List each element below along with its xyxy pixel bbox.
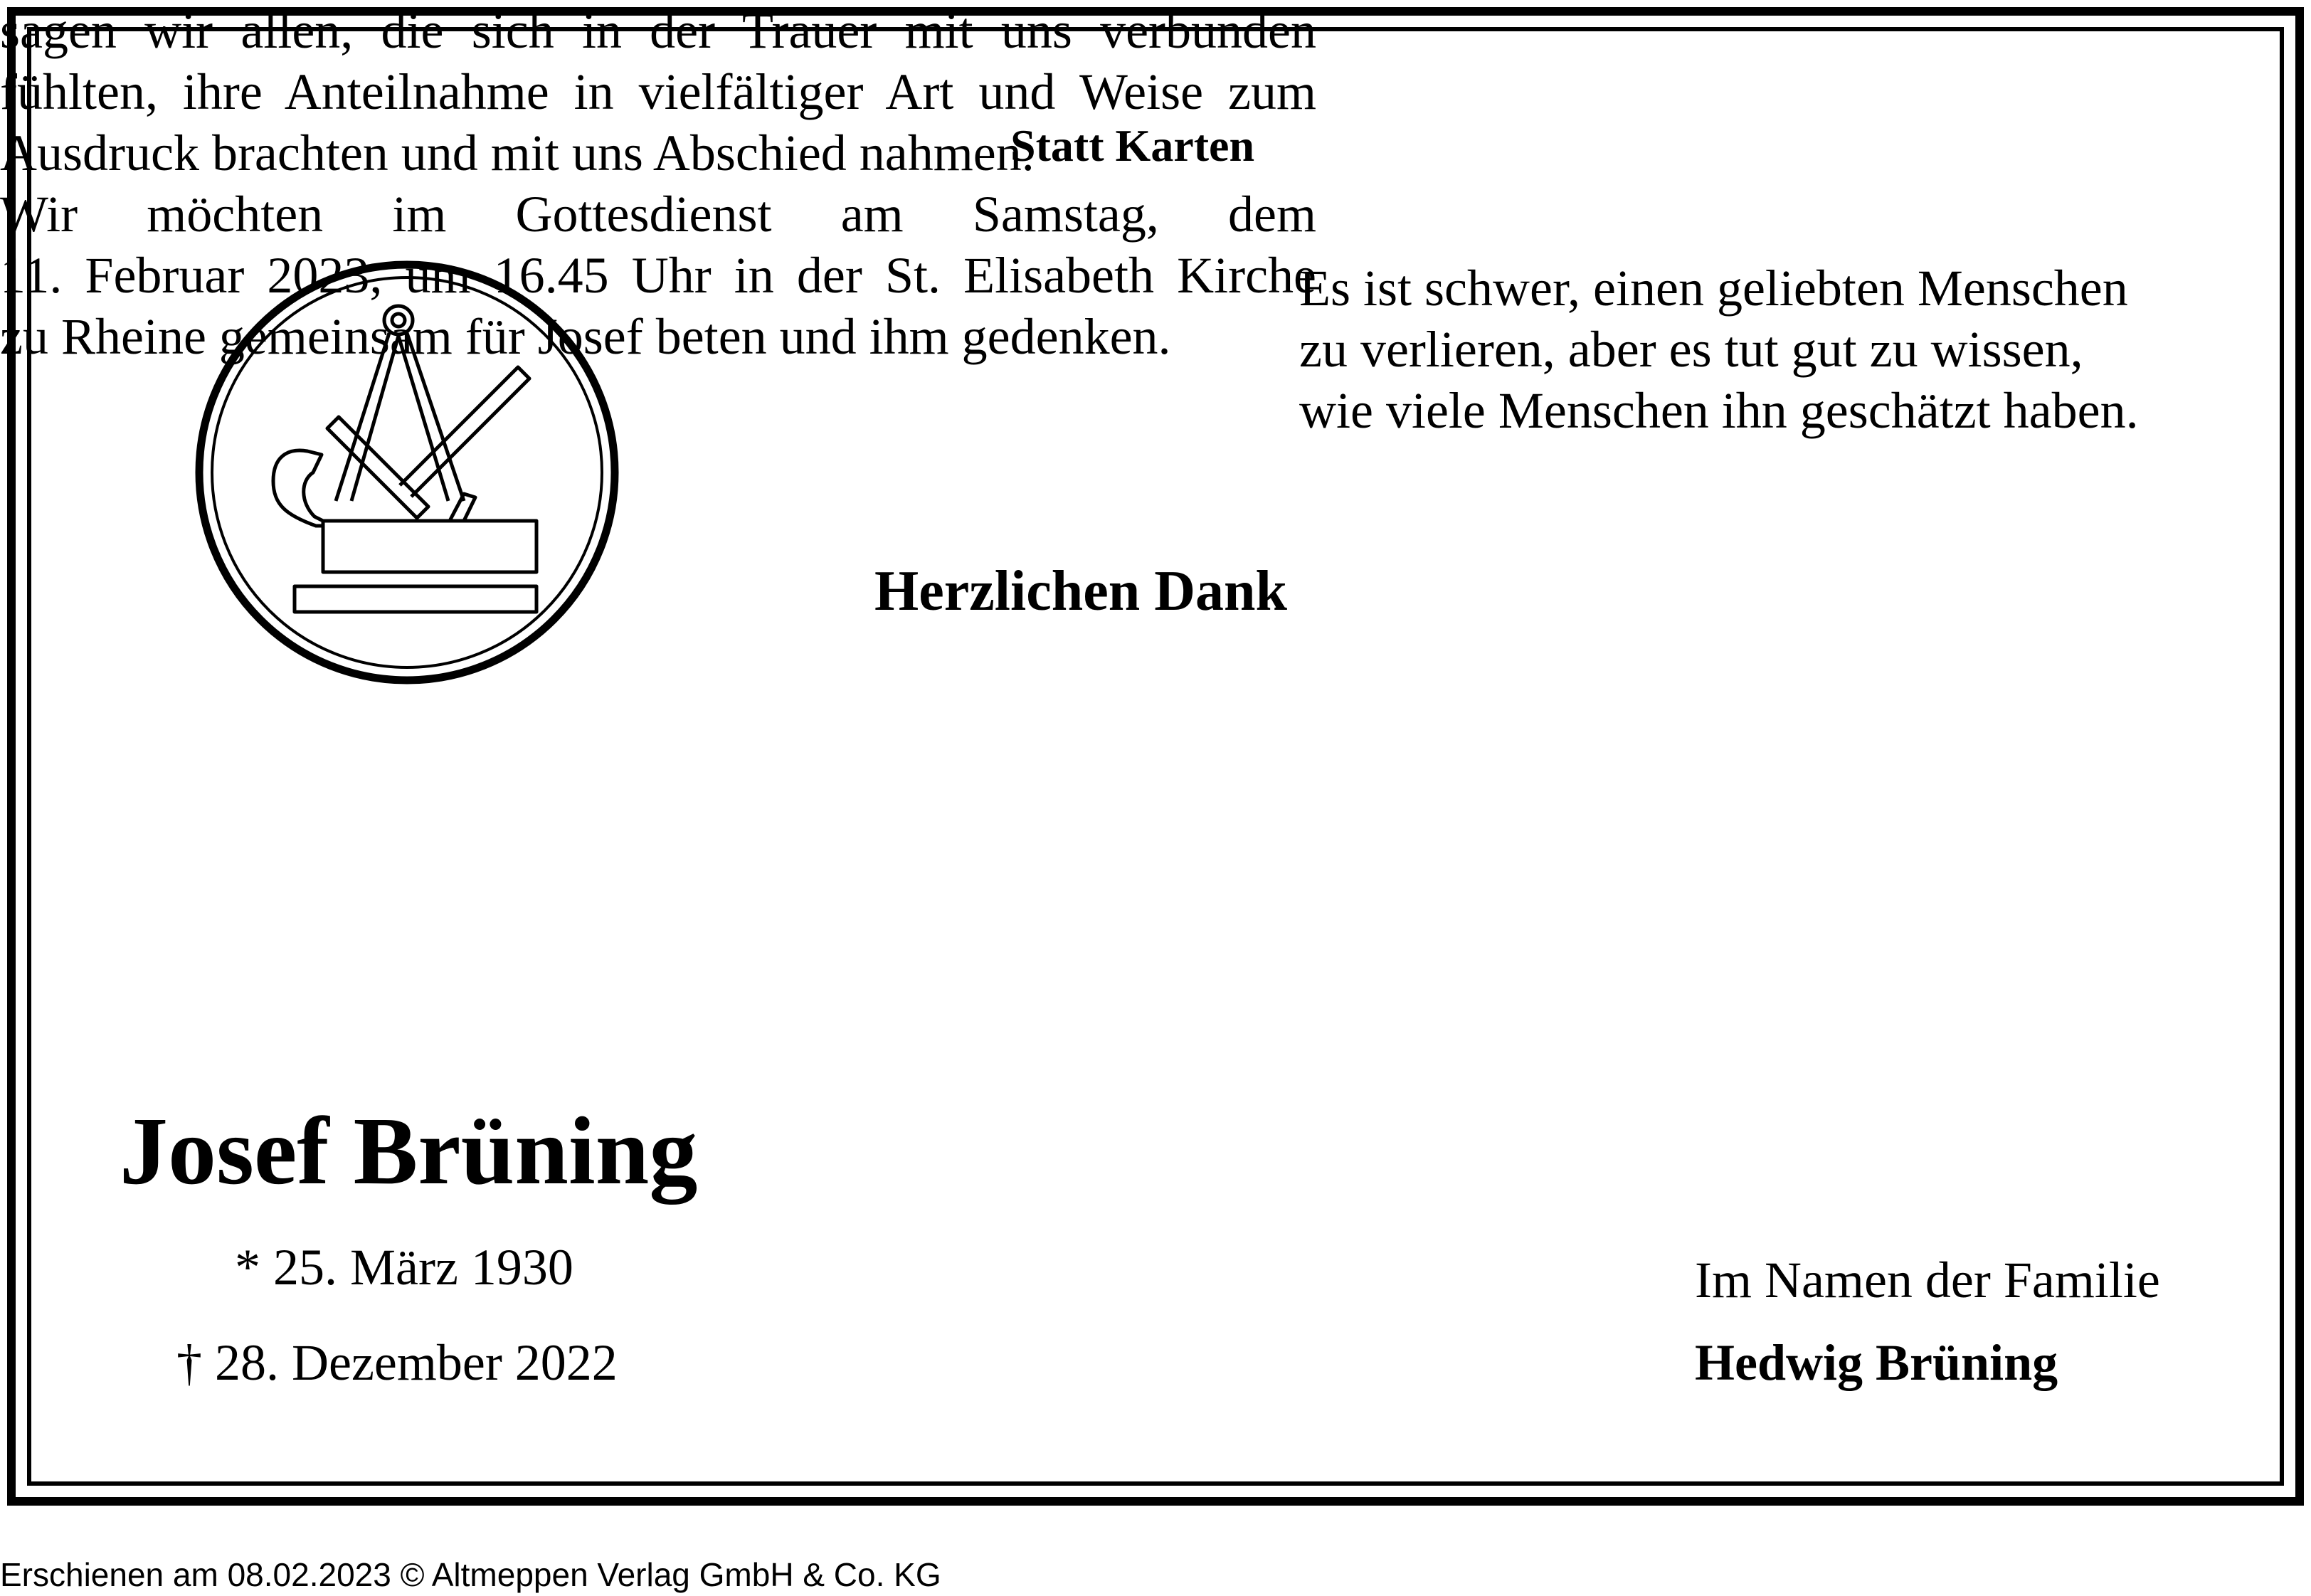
- paragraph-line: zu Rheine gemeinsam für Josef beten und ihm gedenken.: [0, 308, 1171, 365]
- quote-line: Es ist schwer, einen geliebten Menschen: [1299, 260, 2128, 317]
- thanks-paragraph-2: [0, 184, 1316, 367]
- quote-line: zu verlieren, aber es tut gut zu wissen,: [1299, 321, 2083, 378]
- statt-karten-heading: Statt Karten: [1010, 120, 1255, 171]
- signer-name: Hedwig Brüning: [1695, 1334, 2058, 1391]
- quote-block: [1299, 258, 2139, 441]
- quote-line: wie viele Menschen ihn geschätzt haben.: [1299, 382, 2139, 439]
- thanks-paragraph-1: [0, 0, 1316, 184]
- paragraph-line: Ausdruck brachten und mit uns Abschied nahmen.: [0, 125, 1035, 181]
- paragraph-line: fühlten, ihre Anteilnahme in vielfältiger Art und Weise zum: [0, 63, 1316, 120]
- death-date: † 28. Dezember 2022: [176, 1334, 618, 1391]
- birth-date: * 25. März 1930: [235, 1239, 573, 1296]
- on-behalf-label: Im Namen der Familie: [1695, 1252, 2160, 1309]
- thanks-title: Herzlichen Dank: [874, 560, 1287, 623]
- paragraph-line: Wir möchten im Gottesdienst am Samstag, dem: [0, 186, 1316, 243]
- paragraph-line: sagen wir allen, die sich in der Trauer mit uns verbunden: [0, 2, 1316, 59]
- paragraph-line: 11. Februar 2023, um 16.45 Uhr in der St. Elisabeth Kirche: [0, 247, 1316, 304]
- deceased-name: Josef Brüning: [120, 1098, 698, 1205]
- publication-footer: Erschienen am 08.02.2023 © Altmeppen Verlag GmbH & Co. KG: [0, 1556, 941, 1593]
